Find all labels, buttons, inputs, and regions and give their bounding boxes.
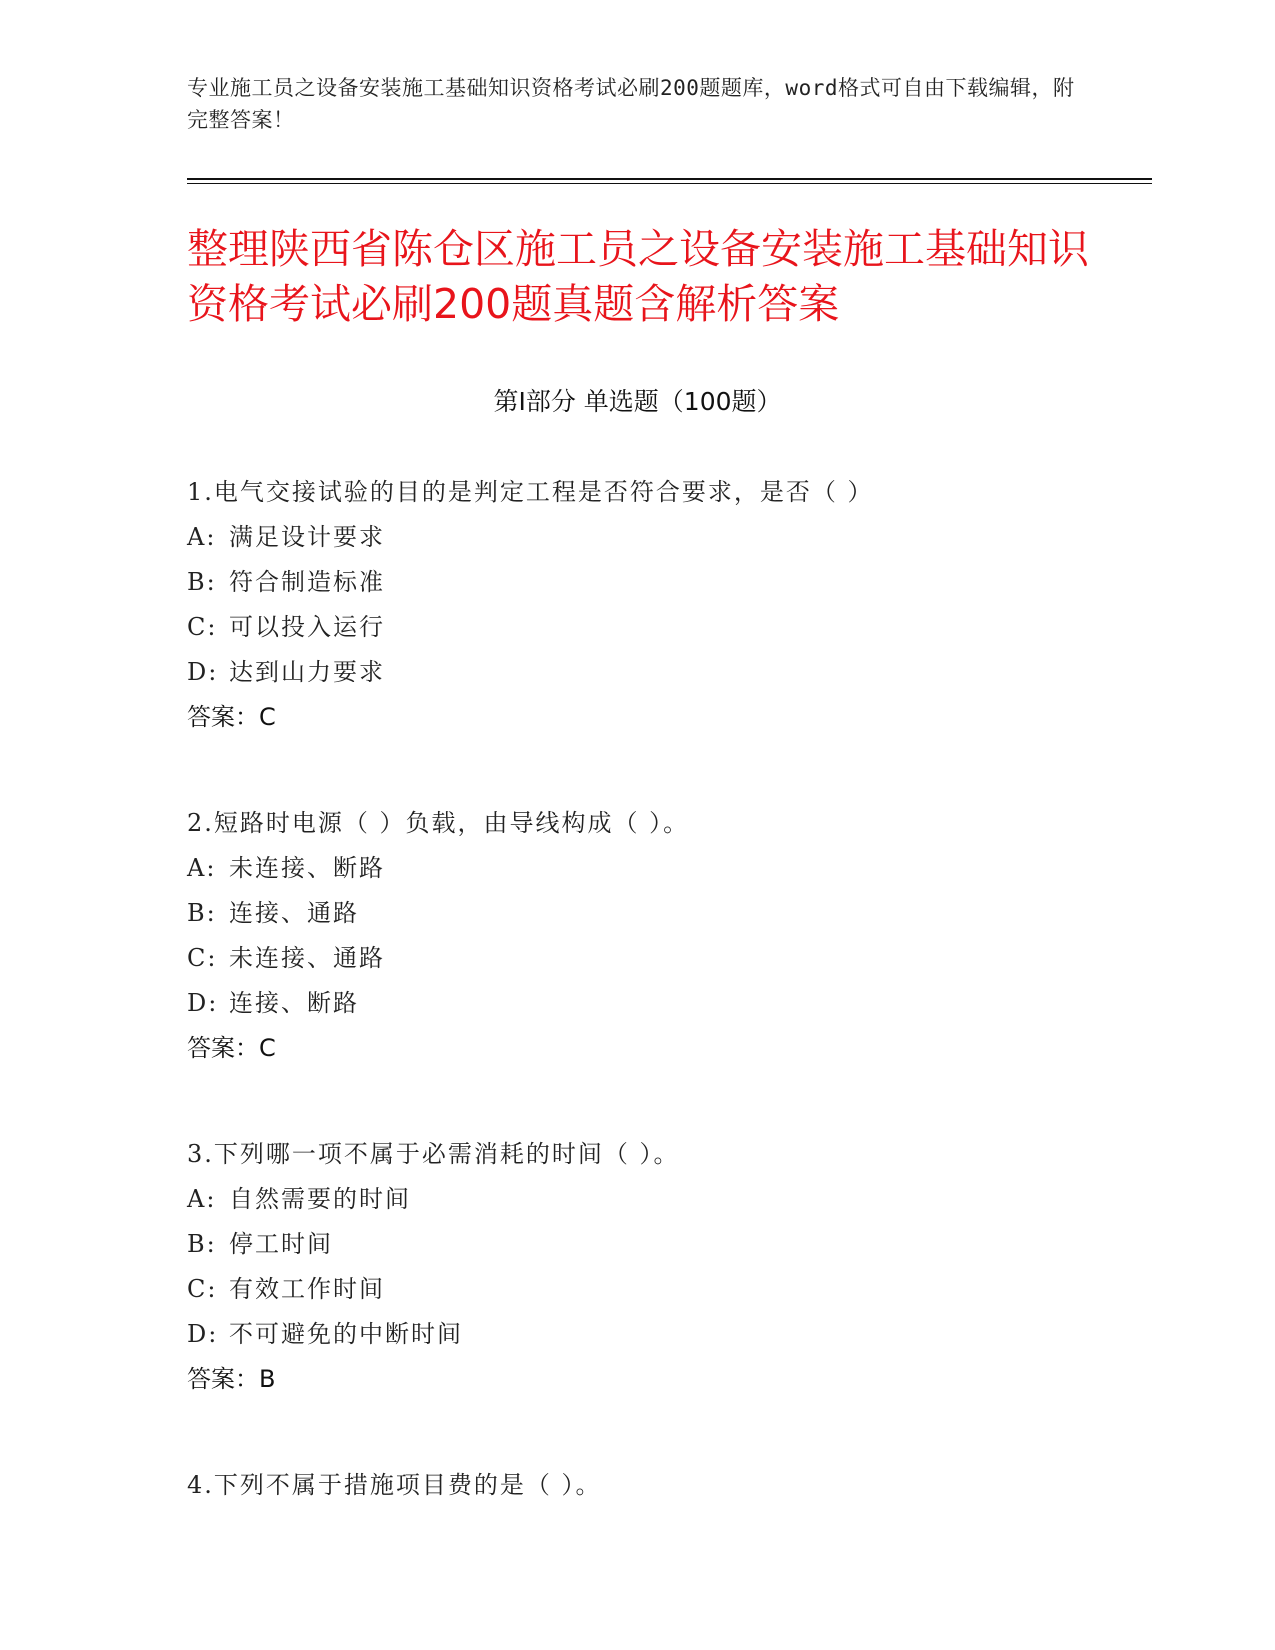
answer-line: 答案：C [187,703,276,731]
header-divider-thin [187,183,1152,184]
option-text: 有效工作时间 [229,1275,385,1303]
question-stem: 4.下列不属于措施项目费的是（ ）。 [187,1471,602,1499]
option-a [187,1183,1092,1228]
option-letter: B: [187,899,217,927]
option-b [187,1228,1092,1273]
option-letter: D: [187,989,219,1017]
section-heading: 第Ⅰ部分 单选题（100题） [493,387,782,416]
option-text: 未连接、断路 [229,854,385,882]
question-1 [187,476,1092,733]
option-b [187,897,1092,942]
option-text: 连接、断路 [229,989,359,1017]
option-a [187,521,1092,566]
question-list [187,476,1092,1588]
question-stem: 3.下列哪一项不属于必需消耗的时间（ ）。 [187,1140,680,1168]
option-letter: B: [187,568,217,596]
option-text: 停工时间 [229,1230,333,1258]
question-4 [187,1469,1092,1514]
option-d [187,656,1092,701]
answer-line: 答案：C [187,1034,276,1062]
option-letter: C: [187,944,218,972]
option-letter: D: [187,658,219,686]
document-title: 整理陕西省陈仓区施工员之设备安装施工基础知识资格考试必刷200题真题含解析答案 [187,225,1089,328]
option-text: 不可避免的中断时间 [229,1320,463,1348]
header-divider-thick [187,178,1152,180]
option-d [187,1318,1092,1363]
option-text: 可以投入运行 [229,613,385,641]
option-text: 符合制造标准 [229,568,385,596]
option-text: 自然需要的时间 [229,1185,411,1213]
answer-line: 答案：B [187,1365,276,1393]
option-letter: A: [187,523,217,551]
option-d [187,987,1092,1032]
option-letter: D: [187,1320,219,1348]
option-letter: A: [187,854,217,882]
option-letter: C: [187,613,218,641]
option-a [187,852,1092,897]
header-note: 专业施工员之设备安装施工基础知识资格考试必刷200题题库，word格式可自由下载编辑，附完整答案！ [187,76,1075,132]
question-3 [187,1138,1092,1395]
option-c [187,611,1092,656]
option-text: 满足设计要求 [229,523,385,551]
option-letter: A: [187,1185,217,1213]
option-text: 未连接、通路 [229,944,385,972]
question-stem: 2.短路时电源（ ）负载，由导线构成（ ）。 [187,809,690,837]
option-letter: C: [187,1275,218,1303]
option-b [187,566,1092,611]
option-letter: B: [187,1230,217,1258]
option-text: 达到山力要求 [229,658,385,686]
option-c [187,1273,1092,1318]
option-c [187,942,1092,987]
question-2 [187,807,1092,1064]
option-text: 连接、通路 [229,899,359,927]
question-stem: 1.电气交接试验的目的是判定工程是否符合要求，是否（ ） [187,478,874,506]
